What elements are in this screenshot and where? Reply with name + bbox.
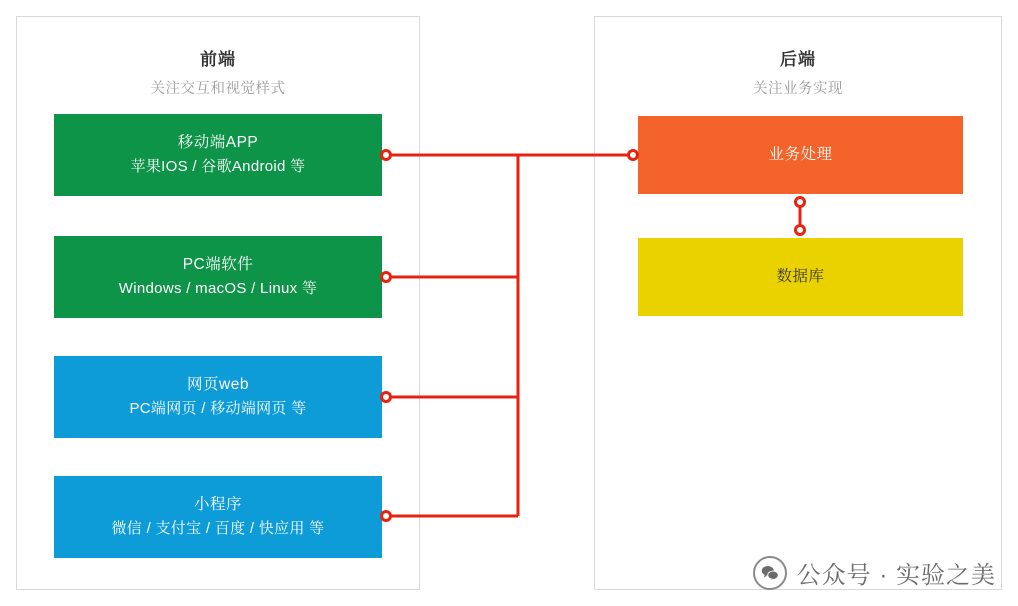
backend-title: 后端 <box>780 50 816 69</box>
node-mobile-app-title: 移动端APP <box>177 134 259 151</box>
wechat-icon <box>753 556 787 590</box>
node-pc-software-title: PC端软件 <box>182 256 254 273</box>
node-miniprogram-detail: 微信 / 支付宝 / 百度 / 快应用 等 <box>111 520 325 537</box>
watermark-text: 公众号 · 实验之美 <box>796 562 996 589</box>
frontend-subtitle: 关注交互和视觉样式 <box>150 81 286 97</box>
node-pc-software[interactable] <box>54 236 382 318</box>
node-mobile-app-detail: 苹果IOS / 谷歌Android 等 <box>130 158 306 175</box>
node-pc-software-detail: Windows / macOS / Linux 等 <box>118 280 318 297</box>
node-business-logic-title: 业务处理 <box>768 146 833 163</box>
node-business-logic[interactable] <box>638 116 963 194</box>
watermark <box>753 555 996 590</box>
node-miniprogram-title: 小程序 <box>193 496 242 513</box>
frontend-title: 前端 <box>200 50 236 69</box>
node-web[interactable] <box>54 356 382 438</box>
node-database[interactable] <box>638 238 963 316</box>
backend-subtitle: 关注业务实现 <box>753 81 843 97</box>
node-miniprogram[interactable] <box>54 476 382 558</box>
node-mobile-app[interactable] <box>54 114 382 196</box>
node-web-detail: PC端网页 / 移动端网页 等 <box>129 400 307 417</box>
node-web-title: 网页web <box>187 376 249 393</box>
node-database-title: 数据库 <box>776 268 825 285</box>
